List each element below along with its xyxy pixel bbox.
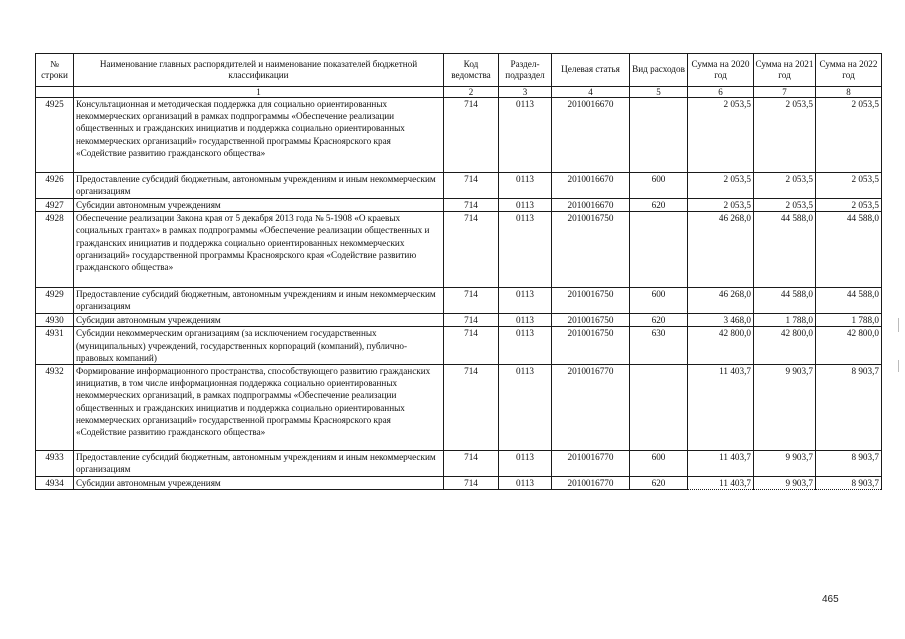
cell-sum-2020: 2 053,5 bbox=[688, 98, 754, 173]
page-number: 465 bbox=[822, 594, 839, 605]
cell-section: 0113 bbox=[499, 98, 552, 173]
cell-sum-2020: 2 053,5 bbox=[688, 199, 754, 212]
cell-row-number: 4929 bbox=[36, 288, 74, 314]
cell-target-article: 2010016750 bbox=[552, 212, 630, 288]
cell-section: 0113 bbox=[499, 327, 552, 365]
header-sum-2020: Сумма на 2020 год bbox=[688, 54, 754, 87]
table-row bbox=[36, 212, 882, 288]
cell-expense-type: 620 bbox=[630, 477, 688, 490]
table-row bbox=[36, 98, 882, 173]
header-section: Раздел-подраздел bbox=[499, 54, 552, 87]
table-row bbox=[36, 314, 882, 327]
cell-row-number: 4933 bbox=[36, 451, 74, 477]
table-row bbox=[36, 477, 882, 490]
cell-name: Обеспечение реализации Закона края от 5 декабря 2013 года № 5-1908 «О краевых социальных грантах» в рамках подпрограммы «Обеспечение реализации общественных и гражданских инициатив и поддержка социально ориентированных некоммерческих организаций» государственной программы Красноярского края «Содействие развитию гражданского общества» bbox=[74, 212, 444, 288]
header-sum-2022: Сумма на 2022 год bbox=[816, 54, 882, 87]
cell-sum-2021: 42 800,0 bbox=[754, 327, 816, 365]
table-row bbox=[36, 173, 882, 199]
header-target-article: Целевая статья bbox=[552, 54, 630, 87]
cell-sum-2022: 44 588,0 bbox=[816, 288, 882, 314]
column-number: 7 bbox=[754, 87, 816, 98]
cell-dept-code: 714 bbox=[444, 212, 499, 288]
cell-sum-2020: 11 403,7 bbox=[688, 477, 754, 490]
cell-row-number: 4930 bbox=[36, 314, 74, 327]
cell-sum-2022: 8 903,7 bbox=[816, 477, 882, 490]
column-number: 5 bbox=[630, 87, 688, 98]
header-dept-code: Код ведомства bbox=[444, 54, 499, 87]
cell-expense-type: 620 bbox=[630, 314, 688, 327]
cell-sum-2020: 11 403,7 bbox=[688, 365, 754, 451]
cell-target-article: 2010016750 bbox=[552, 314, 630, 327]
header-row-number: № строки bbox=[36, 54, 74, 87]
cell-section: 0113 bbox=[499, 173, 552, 199]
cell-name: Предоставление субсидий бюджетным, автономным учреждениям и иным некоммерческим организациям bbox=[74, 173, 444, 199]
cell-row-number: 4931 bbox=[36, 327, 74, 365]
table-body bbox=[36, 87, 882, 490]
cell-sum-2022: 2 053,5 bbox=[816, 199, 882, 212]
cell-sum-2022: 2 053,5 bbox=[816, 98, 882, 173]
cell-row-number: 4926 bbox=[36, 173, 74, 199]
column-number: 4 bbox=[552, 87, 630, 98]
table-row bbox=[36, 451, 882, 477]
cell-sum-2021: 2 053,5 bbox=[754, 199, 816, 212]
cell-dept-code: 714 bbox=[444, 477, 499, 490]
cell-sum-2021: 9 903,7 bbox=[754, 477, 816, 490]
cell-sum-2021: 2 053,5 bbox=[754, 98, 816, 173]
header-expense-type: Вид расходов bbox=[630, 54, 688, 87]
cell-expense-type bbox=[630, 98, 688, 173]
cell-row-number: 4925 bbox=[36, 98, 74, 173]
column-number-row bbox=[36, 87, 882, 98]
cell-sum-2021: 9 903,7 bbox=[754, 365, 816, 451]
cell-target-article: 2010016770 bbox=[552, 365, 630, 451]
column-number: 2 bbox=[444, 87, 499, 98]
cell-name: Предоставление субсидий бюджетным, автономным учреждениям и иным некоммерческим организациям bbox=[74, 451, 444, 477]
cell-sum-2021: 44 588,0 bbox=[754, 288, 816, 314]
cell-row-number: 4928 bbox=[36, 212, 74, 288]
header-sum-2021: Сумма на 2021 год bbox=[754, 54, 816, 87]
cell-sum-2022: 44 588,0 bbox=[816, 212, 882, 288]
cell-sum-2021: 2 053,5 bbox=[754, 173, 816, 199]
cell-row-number: 4927 bbox=[36, 199, 74, 212]
cell-dept-code: 714 bbox=[444, 314, 499, 327]
cell-sum-2020: 42 800,0 bbox=[688, 327, 754, 365]
table-header bbox=[36, 54, 882, 87]
cell-expense-type: 620 bbox=[630, 199, 688, 212]
cell-sum-2020: 46 268,0 bbox=[688, 212, 754, 288]
table-row bbox=[36, 288, 882, 314]
cell-target-article: 2010016750 bbox=[552, 327, 630, 365]
cell-target-article: 2010016750 bbox=[552, 288, 630, 314]
cell-dept-code: 714 bbox=[444, 288, 499, 314]
cell-name: Субсидии автономным учреждениям bbox=[74, 314, 444, 327]
cell-section: 0113 bbox=[499, 314, 552, 327]
cell-sum-2020: 11 403,7 bbox=[688, 451, 754, 477]
cell-dept-code: 714 bbox=[444, 98, 499, 173]
table-row bbox=[36, 199, 882, 212]
cell-dept-code: 714 bbox=[444, 365, 499, 451]
cell-dept-code: 714 bbox=[444, 327, 499, 365]
cell-sum-2020: 46 268,0 bbox=[688, 288, 754, 314]
cell-name: Субсидии автономным учреждениям bbox=[74, 199, 444, 212]
cell-name: Консультационная и методическая поддержка для социально ориентированных некоммерческих организаций в рамках подпрограммы «Обеспечение реализации общественных и гражданских инициатив и поддержка социально ориентированных некоммерческих организаций» государственной программы Красноярского края «Содействие развитию гражданского общества» bbox=[74, 98, 444, 173]
cell-dept-code: 714 bbox=[444, 199, 499, 212]
cell-row-number: 4934 bbox=[36, 477, 74, 490]
cell-sum-2021: 9 903,7 bbox=[754, 451, 816, 477]
column-number: 1 bbox=[74, 87, 444, 98]
column-number: 6 bbox=[688, 87, 754, 98]
cell-section: 0113 bbox=[499, 365, 552, 451]
cell-name: Формирование информационного пространства, способствующего развитию гражданских инициатив, в том числе информационная поддержка социально ориентированных некоммерческих организаций, в рамках подпрограммы «Обеспечение реализации общественных и гражданских инициатив и поддержка социально ориентированных некоммерческих организаций» государственной программы Красноярского края «Содействие развитию гражданского общества» bbox=[74, 365, 444, 451]
scan-margin-mark bbox=[898, 360, 899, 372]
header-name: Наименование главных распорядителей и наименование показателей бюджетной классификации bbox=[74, 54, 444, 87]
cell-target-article: 2010016670 bbox=[552, 98, 630, 173]
column-number: 3 bbox=[499, 87, 552, 98]
cell-target-article: 2010016670 bbox=[552, 199, 630, 212]
scan-margin-mark bbox=[898, 318, 899, 332]
cell-section: 0113 bbox=[499, 212, 552, 288]
cell-name: Субсидии некоммерческим организациям (за исключением государственных (муниципальных) учреждений, государственных корпораций (компаний), публично-правовых компаний) bbox=[74, 327, 444, 365]
budget-table bbox=[35, 53, 882, 490]
cell-expense-type: 600 bbox=[630, 451, 688, 477]
cell-expense-type bbox=[630, 365, 688, 451]
cell-dept-code: 714 bbox=[444, 173, 499, 199]
cell-sum-2022: 2 053,5 bbox=[816, 173, 882, 199]
cell-sum-2021: 1 788,0 bbox=[754, 314, 816, 327]
table-row bbox=[36, 327, 882, 365]
cell-target-article: 2010016770 bbox=[552, 477, 630, 490]
column-number bbox=[36, 87, 74, 98]
cell-section: 0113 bbox=[499, 288, 552, 314]
column-number: 8 bbox=[816, 87, 882, 98]
table-row bbox=[36, 365, 882, 451]
cell-name: Предоставление субсидий бюджетным, автономным учреждениям и иным некоммерческим организациям bbox=[74, 288, 444, 314]
cell-sum-2022: 1 788,0 bbox=[816, 314, 882, 327]
cell-target-article: 2010016670 bbox=[552, 173, 630, 199]
cell-sum-2022: 8 903,7 bbox=[816, 451, 882, 477]
cell-expense-type bbox=[630, 212, 688, 288]
cell-sum-2021: 44 588,0 bbox=[754, 212, 816, 288]
cell-sum-2022: 42 800,0 bbox=[816, 327, 882, 365]
cell-row-number: 4932 bbox=[36, 365, 74, 451]
cell-sum-2022: 8 903,7 bbox=[816, 365, 882, 451]
cell-section: 0113 bbox=[499, 477, 552, 490]
cell-dept-code: 714 bbox=[444, 451, 499, 477]
cell-expense-type: 600 bbox=[630, 173, 688, 199]
cell-expense-type: 600 bbox=[630, 288, 688, 314]
cell-section: 0113 bbox=[499, 199, 552, 212]
cell-sum-2020: 3 468,0 bbox=[688, 314, 754, 327]
cell-target-article: 2010016770 bbox=[552, 451, 630, 477]
cell-section: 0113 bbox=[499, 451, 552, 477]
cell-sum-2020: 2 053,5 bbox=[688, 173, 754, 199]
cell-expense-type: 630 bbox=[630, 327, 688, 365]
cell-name: Субсидии автономным учреждениям bbox=[74, 477, 444, 490]
